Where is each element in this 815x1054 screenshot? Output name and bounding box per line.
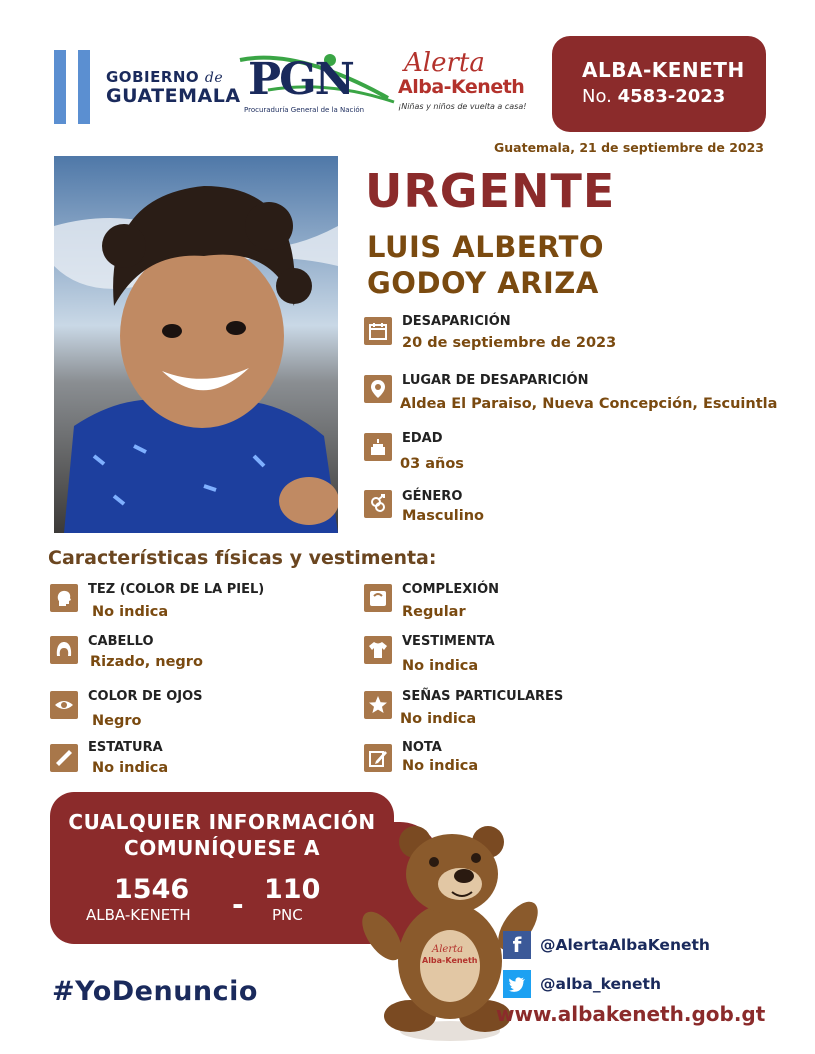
- star-icon: [364, 691, 392, 719]
- guatemala-word: GUATEMALA: [106, 85, 241, 107]
- facebook-handle[interactable]: @AlertaAlbaKeneth: [540, 936, 710, 954]
- gobierno-word: GOBIERNO: [106, 68, 200, 86]
- age-label: EDAD: [402, 431, 443, 446]
- gobierno-logo-bars: [54, 50, 98, 124]
- bear-badge-line1: Alerta: [432, 944, 464, 955]
- clothing-label: VESTIMENTA: [402, 634, 495, 649]
- gender-value: Masculino: [402, 508, 484, 524]
- pnc-phone-label: PNC: [272, 906, 303, 924]
- contact-info-box: [50, 792, 394, 944]
- edit-note-icon: [364, 744, 392, 772]
- characteristics-section-title: Características físicas y vestimenta:: [48, 547, 437, 569]
- alerta-alba-keneth-logo: [398, 48, 532, 114]
- eye-icon: [50, 691, 78, 719]
- disappearance-place-value: Aldea El Paraiso, Nueva Concepción, Escuintla: [400, 396, 778, 412]
- disappearance-date-label: DESAPARICIÓN: [402, 314, 511, 329]
- height-label: ESTATURA: [88, 740, 163, 755]
- website-link[interactable]: www.albakeneth.gob.gt: [496, 1002, 766, 1026]
- contact-heading-line2: COMUNÍQUESE A: [124, 836, 320, 860]
- contact-heading-line1: CUALQUIER INFORMACIÓN: [68, 810, 376, 834]
- case-no-label: No.: [582, 86, 612, 107]
- hashtag: #YoDenuncio: [52, 976, 258, 1007]
- pnc-phone-number[interactable]: 110: [264, 874, 321, 905]
- scale-icon: [364, 584, 392, 612]
- distinguishing-marks-label: SEÑAS PARTICULARES: [402, 689, 564, 704]
- head-profile-icon: [50, 584, 78, 612]
- gender-label: GÉNERO: [402, 489, 463, 504]
- gobierno-logo-text: [106, 68, 241, 105]
- hair-icon: [50, 636, 78, 664]
- case-number-box: [552, 36, 766, 132]
- age-value: 03 años: [400, 456, 464, 472]
- alba-keneth-phone-number[interactable]: 1546: [114, 874, 190, 905]
- height-value: No indica: [92, 760, 169, 776]
- skin-tone-value: No indica: [92, 604, 169, 620]
- ruler-icon: [50, 744, 78, 772]
- issue-date: Guatemala, 21 de septiembre de 2023: [494, 140, 764, 155]
- hair-value: Rizado, negro: [90, 654, 203, 670]
- gobierno-de: de: [204, 70, 224, 86]
- hair-label: CABELLO: [88, 634, 154, 649]
- bear-badge-line2: Alba-Keneth: [422, 956, 478, 965]
- clothing-value: No indica: [402, 658, 479, 674]
- pgn-letters: PGN: [248, 54, 353, 105]
- alerta-logo-line2: Alba-Keneth: [398, 76, 525, 98]
- pgn-logo: [238, 50, 396, 120]
- note-value: No indica: [402, 758, 479, 774]
- missing-child-photo: [54, 156, 338, 533]
- shirt-icon: [364, 636, 392, 664]
- pgn-subtitle: Procuraduría General de la Nación: [244, 106, 365, 114]
- distinguishing-marks-value: No indica: [400, 711, 477, 727]
- alerta-logo-tagline: ¡Niñas y niños de vuelta a casa!: [398, 102, 527, 111]
- cake-icon: [364, 433, 392, 461]
- case-no-value: 4583-2023: [617, 86, 726, 107]
- urgent-title: URGENTE: [365, 164, 616, 218]
- missing-person-first-names: LUIS ALBERTO: [367, 230, 605, 264]
- location-pin-icon: [364, 375, 392, 403]
- facebook-icon[interactable]: f: [503, 931, 531, 959]
- disappearance-place-label: LUGAR DE DESAPARICIÓN: [402, 373, 589, 388]
- twitter-icon[interactable]: [503, 970, 531, 998]
- case-program: ALBA-KENETH: [582, 58, 745, 82]
- eye-color-value: Negro: [92, 713, 142, 729]
- twitter-handle[interactable]: @alba_keneth: [540, 975, 661, 993]
- note-label: NOTA: [402, 740, 442, 755]
- build-label: COMPLEXIÓN: [402, 582, 500, 597]
- eye-color-label: COLOR DE OJOS: [88, 689, 203, 704]
- gender-icon: [364, 490, 392, 518]
- alerta-logo-line1: Alerta: [404, 48, 485, 78]
- alba-keneth-phone-label: ALBA-KENETH: [86, 906, 191, 924]
- phone-separator: -: [232, 888, 244, 921]
- missing-person-last-names: GODOY ARIZA: [367, 266, 599, 300]
- skin-tone-label: TEZ (COLOR DE LA PIEL): [88, 582, 265, 597]
- calendar-icon: [364, 317, 392, 345]
- disappearance-date-value: 20 de septiembre de 2023: [402, 335, 617, 351]
- build-value: Regular: [402, 604, 466, 620]
